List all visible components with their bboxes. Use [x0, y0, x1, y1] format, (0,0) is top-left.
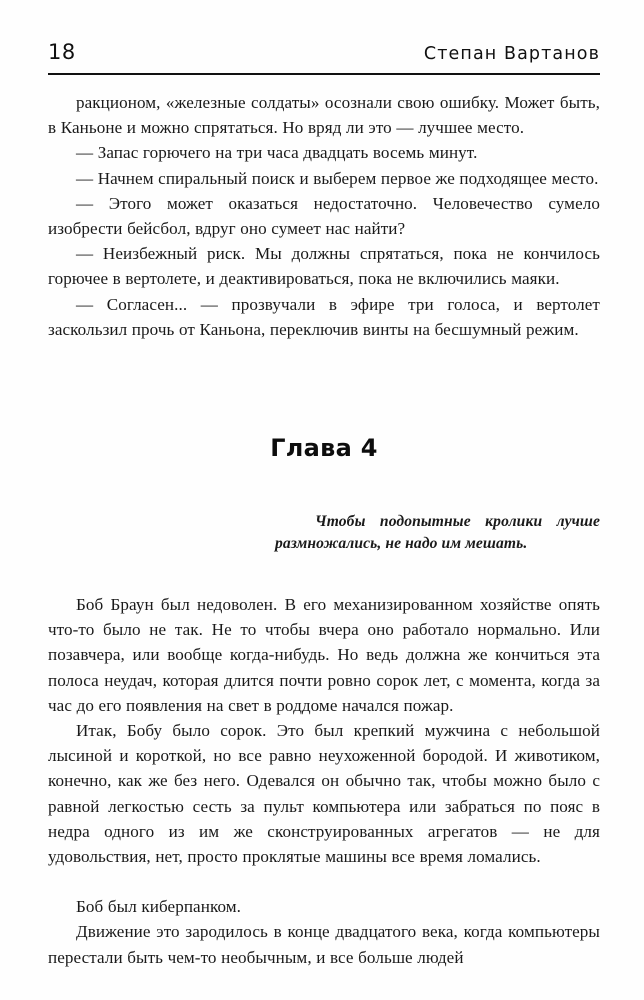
epigraph-spacer	[48, 554, 600, 592]
paragraph: — Начнем спиральный поиск и выберем первое же подходящее место.	[76, 168, 599, 188]
paragraph: Боб был киберпанком.	[76, 897, 242, 917]
paragraph: — Согласен... — прозвучали в эфире три голоса, и вертолет заскользил прочь от Каньона, переключив винты на бесшумный режим.	[48, 294, 600, 339]
chapter-spacer	[48, 342, 600, 434]
author-name: Степан Вартанов	[423, 44, 600, 64]
paragraph: — Этого может оказаться недостаточно. Человечество сумело изобрести бейсбол, вдруг оно сумеет нас найти?	[48, 193, 600, 239]
paragraph: Боб Браун был недоволен. В его механизированном хозяйстве опять что-то было не так. Не то чтобы вчера оно работало нормально. Или позавчера, или вообще когда-нибудь. Но ведь должна же кончиться эта полоса неудач, которая длится почти ровно сорок лет, с момента, когда за час до его появления на свет в роддоме начался пожар.	[48, 595, 600, 715]
epigraph: Чтобы подопытные кролики лучше размножались, не надо им мешать.	[275, 513, 600, 552]
paragraph: Итак, Бобу было сорок. Это был крепкий мужчина с небольшой лысиной и короткой, но все равно неухоженной бородой. И животиком, конечно, как же без него. Одевался он обычно так, чтобы можно было с равной легкостью сесть за пульт компьютера или забраться по пояс в недра одного из им же сконструированных агрегатов — не для удовольствия, нет, просто проклятые машины все время ломались.	[48, 721, 600, 867]
paragraph: Движение это зародилось в конце двадцатого века, когда компьютеры перестали быть чем-то необычным, и все больше людей	[48, 922, 600, 967]
paragraph: — Запас горючего на три часа двадцать восемь минут.	[76, 143, 478, 163]
header-divider	[48, 73, 600, 75]
chapter-title: Глава 4	[270, 434, 378, 463]
paragraph: — Неизбежный риск. Мы должны спрятаться, пока не кончилось горючее в вертолете, и деактивироваться, пока не включились маяки.	[48, 244, 600, 289]
page-number: 18	[48, 40, 76, 64]
chapter-spacer	[48, 462, 600, 511]
text-column	[48, 90, 600, 970]
running-header	[48, 40, 600, 64]
paragraph: ракционом, «железные солдаты» осознали свою ошибку. Может быть, в Каньоне и можно спрятаться. Но вряд ли это — лучшее место.	[48, 93, 600, 138]
